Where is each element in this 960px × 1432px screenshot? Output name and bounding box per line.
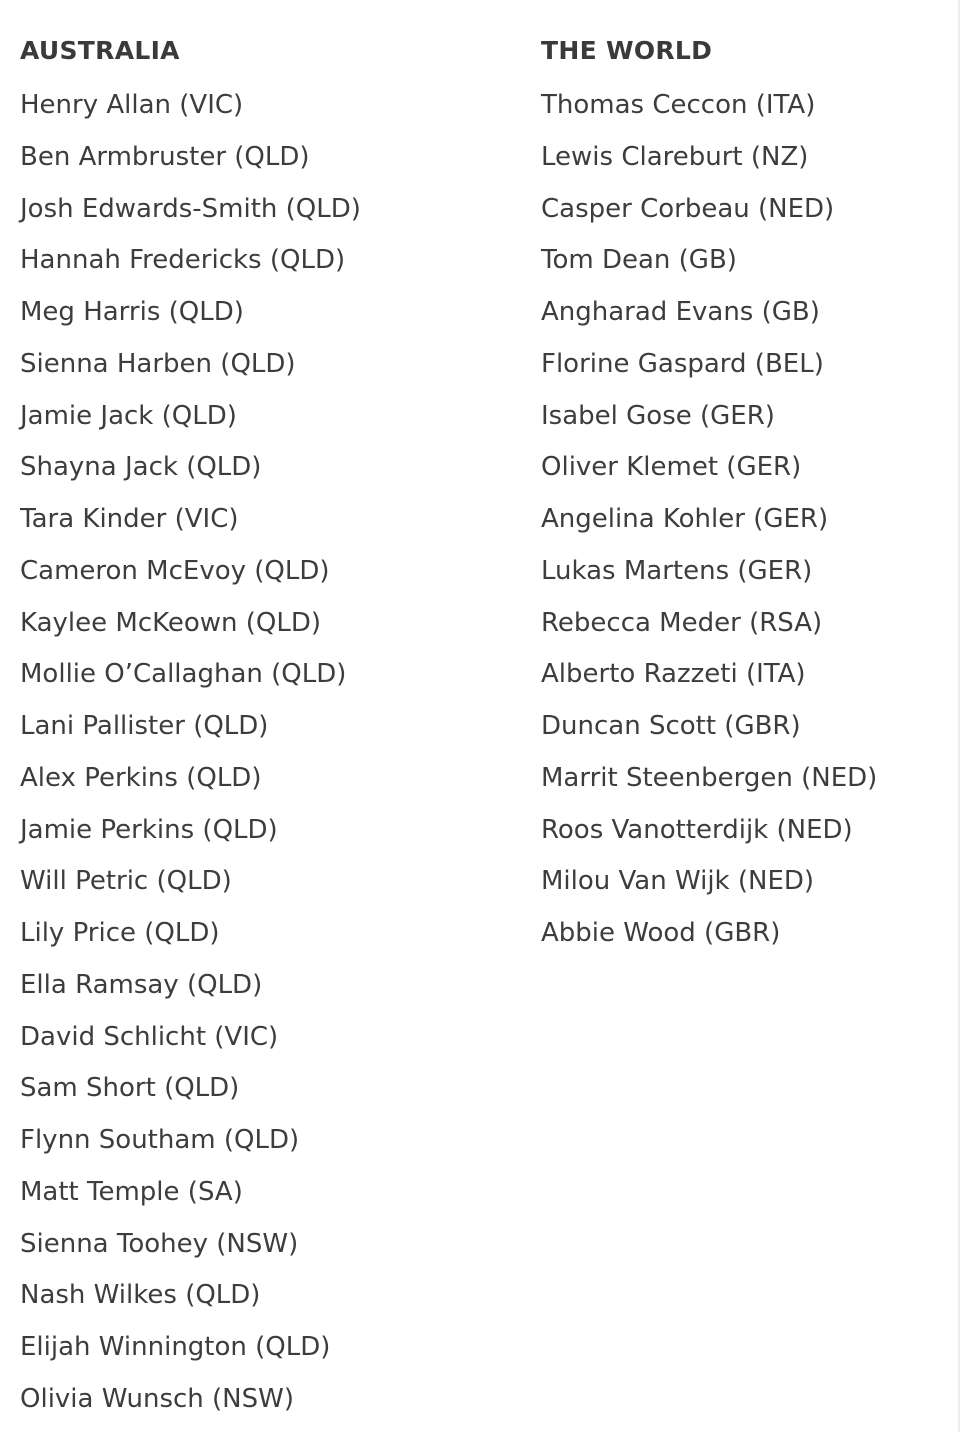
- australia-heading: AUSTRALIA: [20, 36, 180, 65]
- australia-athlete: Alex Perkins (QLD): [20, 762, 262, 793]
- world-athlete: Milou Van Wijk (NED): [541, 866, 815, 897]
- world-athlete: Tom Dean (GB): [541, 245, 737, 276]
- australia-athlete: Lily Price (QLD): [20, 918, 220, 948]
- australia-athlete: Olivia Wunsch (NSW): [20, 1383, 294, 1414]
- world-column: [541, 28, 951, 960]
- australia-athlete: Jamie Perkins (QLD): [20, 814, 278, 845]
- australia-athlete: Cameron McEvoy (QLD): [20, 555, 330, 586]
- world-athlete: Abbie Wood (GBR): [541, 918, 781, 948]
- world-athlete: Lukas Martens (GER): [541, 555, 813, 586]
- world-athlete: Marrit Steenbergen (NED): [541, 762, 878, 793]
- australia-athlete: Hannah Fredericks (QLD): [20, 245, 346, 276]
- australia-athlete: Lani Pallister (QLD): [20, 711, 269, 741]
- australia-athlete: Matt Temple (SA): [20, 1176, 243, 1207]
- australia-athlete: Elijah Winnington (QLD): [20, 1332, 331, 1362]
- australia-athlete: Will Petric (QLD): [20, 866, 232, 897]
- world-athlete: Florine Gaspard (BEL): [541, 348, 824, 379]
- australia-athlete: Mollie O’Callaghan (QLD): [20, 659, 347, 690]
- world-athlete: Angelina Kohler (GER): [541, 504, 829, 534]
- world-athlete: Thomas Ceccon (ITA): [541, 90, 816, 120]
- world-athlete: Alberto Razzeti (ITA): [541, 659, 806, 690]
- australia-athlete: Jamie Jack (QLD): [20, 400, 237, 431]
- australia-athlete: Kaylee McKeown (QLD): [20, 607, 322, 638]
- australia-athlete: Sienna Harben (QLD): [20, 348, 296, 379]
- australia-athlete: Sienna Toohey (NSW): [20, 1228, 299, 1259]
- australia-athlete: Meg Harris (QLD): [20, 297, 244, 327]
- world-athlete: Casper Corbeau (NED): [541, 193, 835, 224]
- world-athlete-list: [541, 80, 951, 960]
- world-athlete: Angharad Evans (GB): [541, 297, 820, 327]
- australia-athlete: Sam Short (QLD): [20, 1073, 240, 1104]
- world-athlete: Roos Vanotterdijk (NED): [541, 814, 853, 845]
- australia-athlete: Shayna Jack (QLD): [20, 452, 262, 483]
- australia-athlete: Nash Wilkes (QLD): [20, 1280, 261, 1311]
- australia-athlete: Josh Edwards-Smith (QLD): [20, 193, 361, 224]
- world-athlete: Rebecca Meder (RSA): [541, 607, 823, 638]
- world-athlete: Duncan Scott (GBR): [541, 711, 801, 741]
- australia-column: [20, 28, 500, 1426]
- world-athlete: Isabel Gose (GER): [541, 400, 775, 431]
- australia-athlete: Ella Ramsay (QLD): [20, 969, 263, 1000]
- world-heading: THE WORLD: [541, 36, 713, 65]
- australia-athlete: David Schlicht (VIC): [20, 1021, 279, 1052]
- australia-athlete-list: [20, 80, 500, 1426]
- australia-athlete: Flynn Southam (QLD): [20, 1125, 300, 1155]
- world-athlete: Lewis Clareburt (NZ): [541, 141, 809, 172]
- australia-athlete: Henry Allan (VIC): [20, 90, 244, 120]
- australia-athlete: Tara Kinder (VIC): [20, 504, 239, 534]
- world-athlete: Oliver Klemet (GER): [541, 452, 802, 483]
- australia-athlete: Ben Armbruster (QLD): [20, 141, 310, 172]
